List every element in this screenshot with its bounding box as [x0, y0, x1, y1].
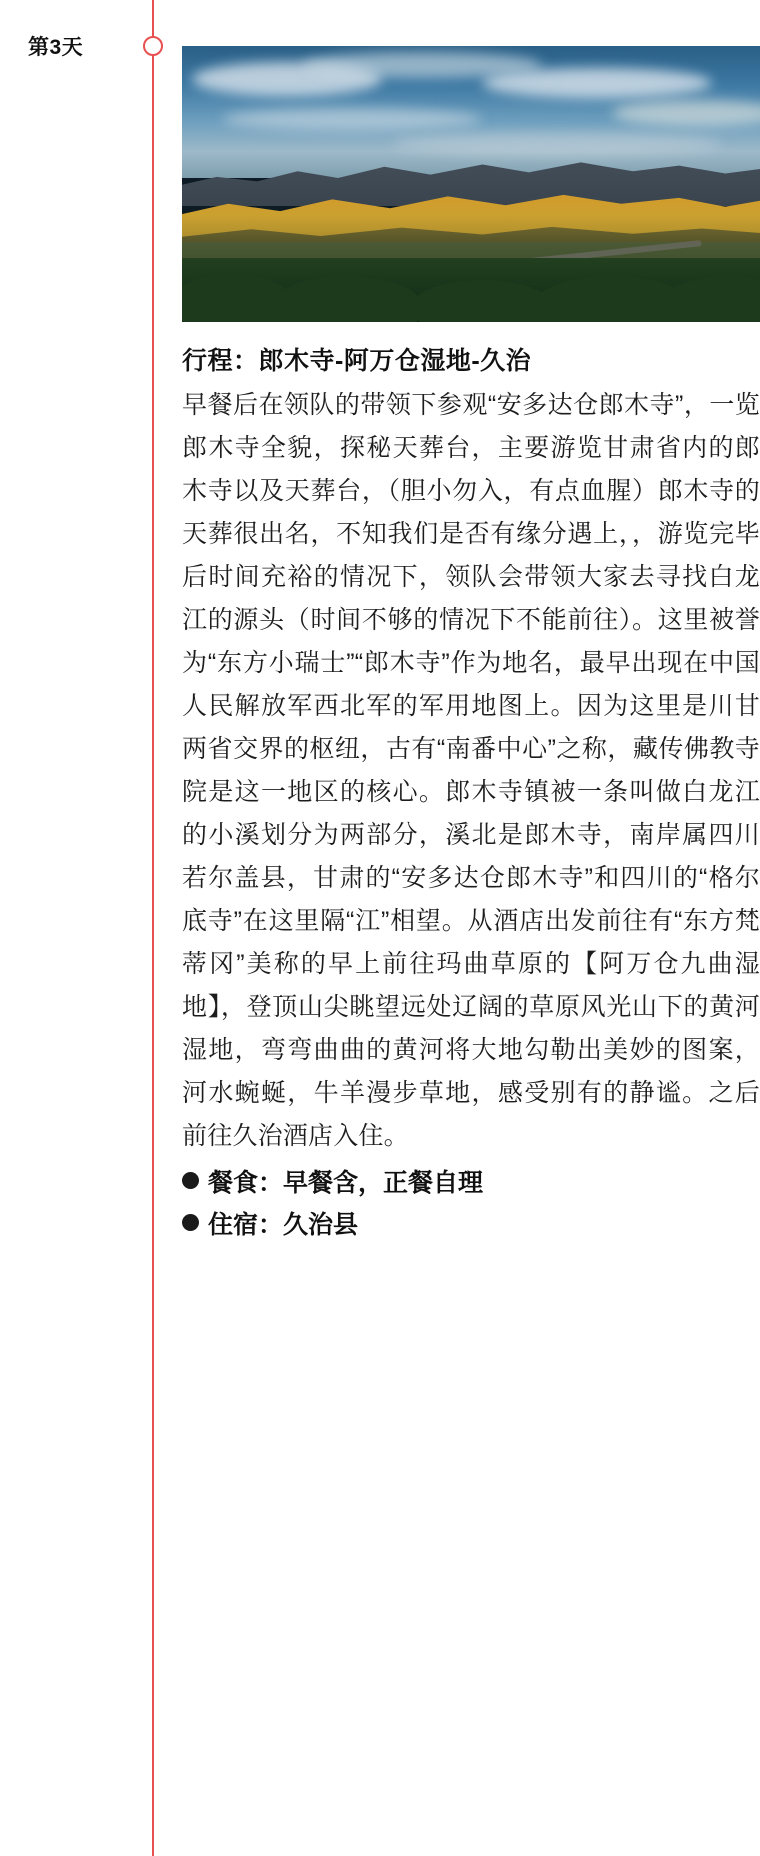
itinerary-meta-list: [182, 1162, 760, 1246]
meals-label: 餐食：早餐含，正餐自理: [208, 1169, 484, 1197]
itinerary-description: 早餐后在领队的带领下参观“安多达仓郎木寺”，一览郎木寺全貌，探秘天葬台，主要游览甘肃省内的郎木寺以及天葬台，（胆小勿入，有点血腥）郎木寺的天葬很出名，不知我们是否有缘分遇上，，游览完毕后时间充裕的情况下，领队会带领大家去寻找白龙江的源头（时间不够的情况下不能前往）。这里被誉为“东方小瑞士”“郎木寺”作为地名，最早出现在中国人民解放军西北军的军用地图上。因为这里是川甘两省交界的枢纽，古有“南番中心”之称，藏传佛教寺院是这一地区的核心。郎木寺镇被一条叫做白龙江的小溪划分为两部分，溪北是郎木寺，南岸属四川若尔盖县，甘肃的“安多达仓郎木寺”和四川的“格尔底寺”在这里隔“江”相望。从酒店出发前往有“东方梵蒂冈”美称的早上前往玛曲草原的【阿万仓九曲湿地】，登顶山尖眺望远处辽阔的草原风光山下的黄河湿地，弯弯曲曲的黄河将大地勾勒出美妙的图案，河水蜿蜒，牛羊漫步草地，感受别有的静谧。之后前往久治酒店入住。: [182, 391, 760, 1150]
bullet-dot-icon: [182, 1172, 199, 1189]
bullet-dot-icon: [182, 1214, 199, 1231]
cloud-shape: [392, 132, 722, 156]
scenery-photo: [182, 46, 760, 322]
timeline-dot-icon: [143, 36, 163, 56]
cloud-shape: [482, 68, 712, 98]
cloud-shape: [222, 108, 482, 130]
route-title: 行程：郎木寺-阿万仓湿地-久治: [182, 347, 532, 375]
lodging-info: [182, 1204, 760, 1246]
meals-info: [182, 1162, 760, 1204]
day-label: 第3天: [28, 36, 84, 59]
day-content: [182, 46, 760, 1246]
timeline-rail: [152, 0, 154, 1856]
lodging-label: 住宿：久治县: [208, 1211, 359, 1239]
